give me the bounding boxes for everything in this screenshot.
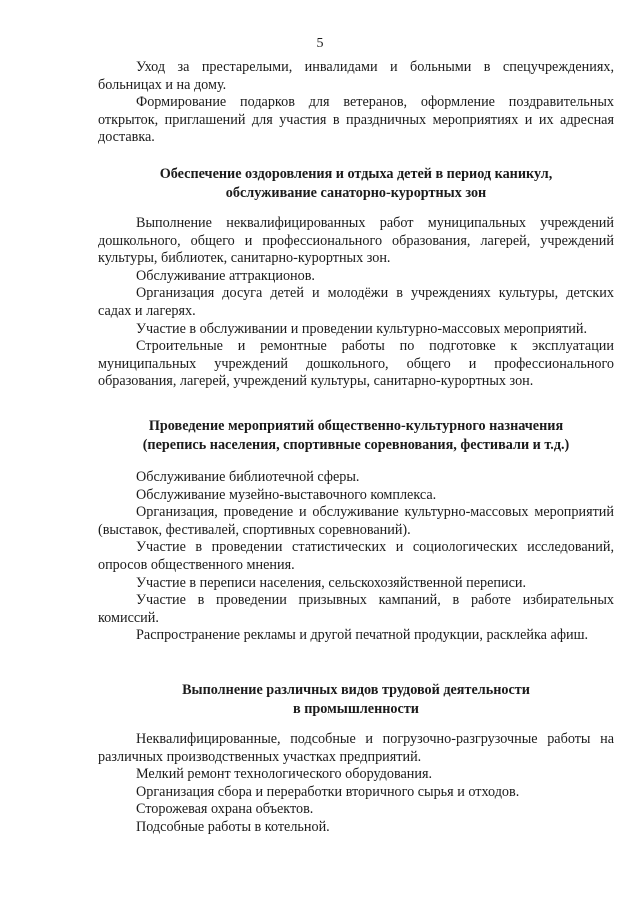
section-heading-public-events [98, 417, 614, 455]
paragraph: Формирование подарков для ветеранов, оформление поздравительных открыток, приглашений для участия в праздничных мероприятиях и их адресная доставка. [98, 94, 614, 146]
paragraph: Мелкий ремонт технологического оборудования. [136, 766, 433, 783]
section-heading-industry [98, 681, 614, 719]
section-heading-children-recreation [98, 165, 614, 203]
heading-line: (перепись населения, спортивные соревнования, фестивали и т.д.) [142, 437, 570, 453]
paragraph: Сторожевая охрана объектов. [136, 801, 314, 818]
paragraph: Обслуживание аттракционов. [136, 267, 315, 284]
heading-line: Выполнение различных видов трудовой деятельности [182, 682, 530, 698]
section-children-recreation [98, 215, 614, 391]
paragraph: Подсобные работы в котельной. [136, 818, 330, 835]
paragraph: Организация, проведение и обслуживание культурно-массовых мероприятий (выставок, фестивалей, спортивных соревнований). [98, 504, 614, 538]
paragraph: Распространение рекламы и другой печатной продукции, расклейка афиш. [136, 627, 589, 644]
heading-line: Проведение мероприятий общественно-культурного назначения [148, 418, 564, 434]
paragraph: Выполнение неквалифицированных работ муниципальных учреждений дошкольного, общего и профессионального образования, лагерей, учреждений культуры, библиотек, санитарно-курортных зон. [98, 215, 614, 267]
heading-line: Обеспечение оздоровления и отдыха детей в период каникул, [159, 166, 553, 182]
heading-line: обслуживание санаторно-курортных зон [225, 185, 487, 201]
paragraph: Обслуживание музейно-выставочного комплекса. [136, 486, 437, 503]
intro-section [98, 59, 614, 147]
paragraph: Обслуживание библиотечной сферы. [136, 469, 360, 485]
heading-line: в промышленности [293, 701, 419, 717]
paragraph: Строительные и ремонтные работы по подготовке к эксплуатации муниципальных учреждений дошкольного, общего и профессионального образования, лагерей, учреждений культуры, санитарно-курортных зон. [98, 338, 614, 390]
section-industry [98, 731, 614, 837]
paragraph: Организация сбора и переработки вторичного сырья и отходов. [136, 783, 520, 800]
paragraph: Неквалифицированные, подсобные и погрузочно-разгрузочные работы на различных производственных участках предприятий. [98, 731, 614, 765]
section-public-events [98, 469, 614, 645]
paragraph: Участие в обслуживании и проведении культурно-массовых мероприятий. [136, 320, 587, 337]
paragraph: Участие в проведении статистических и социологических исследований, опросов общественного мнения. [98, 539, 614, 573]
paragraph: Участие в переписи населения, сельскохозяйственной переписи. [136, 574, 527, 591]
page-number: 5 [316, 36, 324, 51]
paragraph: Уход за престарелыми, инвалидами и больными в спецучреждениях, больницах и на дому. [98, 59, 614, 93]
paragraph: Организация досуга детей и молодёжи в учреждениях культуры, детских садах и лагерях. [98, 285, 614, 319]
paragraph: Участие в проведении призывных кампаний, в работе избирательных комиссий. [98, 592, 614, 626]
